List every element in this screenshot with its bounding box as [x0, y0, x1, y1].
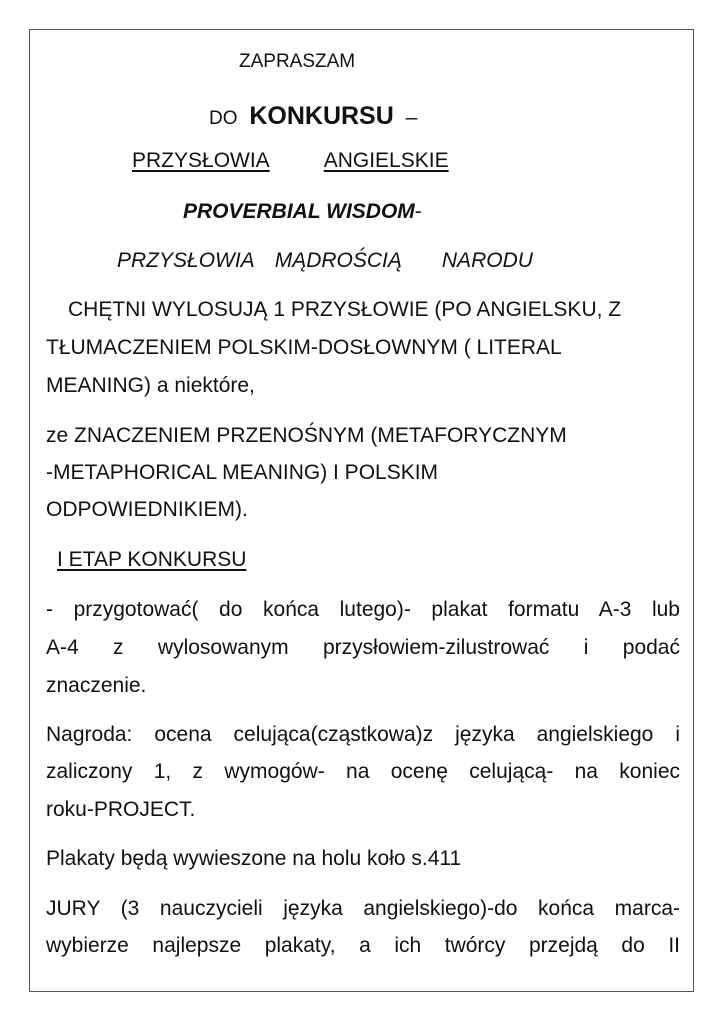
motto-line	[117, 248, 533, 274]
intro-line-2: TŁUMACZENIEM POLSKIM-DOSŁOWNYM ( LITERAL	[46, 336, 562, 359]
intro-line-3: MEANING) a niektóre,	[46, 374, 255, 397]
intro-line-1: CHĘTNI WYLOSUJĄ 1 PRZYSŁOWIE (PO ANGIELSKU, Z	[68, 298, 622, 321]
prize-line-1: Nagroda: ocena celująca(cząstkowa)z języka angielskiego i	[46, 723, 680, 746]
subtitle-angielskie	[132, 148, 449, 174]
intro-line-6: ODPOWIEDNIKIEM).	[46, 498, 248, 521]
prize-line-2: zaliczony 1, z wymogów- na ocenę celującą- na koniec	[46, 760, 680, 783]
subtitle-przyslowia: PRZYSŁOWIA	[132, 149, 270, 172]
title-dash: –	[405, 106, 418, 129]
task-line-1: - przygotować( do końca lutego)- plakat formatu A-3 lub	[46, 598, 680, 621]
title-do: DO	[209, 108, 238, 129]
title-konkursu: KONKURSU	[249, 102, 394, 130]
subtitle-angielskie-word: ANGIELSKIE	[323, 149, 449, 172]
stage-title-text: I ETAP KONKURSU	[57, 548, 247, 571]
contest-title-line	[209, 103, 417, 132]
proverbial-wisdom: PROVERBIAL WISDOM	[183, 200, 415, 223]
jury-line-1: JURY (3 nauczycieli języka angielskiego)-do końca marca-	[46, 897, 680, 920]
intro-line-5: -METAPHORICAL MEANING) I POLSKIM	[46, 461, 439, 484]
intro-line-4: ze ZNACZENIEM PRZENOŚNYM (METAFORYCZNYM	[46, 424, 567, 447]
proverbial-dash: -	[414, 200, 422, 223]
jury-line-2: wybierze najlepsze plakaty, a ich twórcy przejdą do II	[46, 934, 680, 957]
invite-heading: ZAPRASZAM	[239, 51, 356, 72]
stage-title	[46, 547, 246, 573]
posters-location: Plakaty będą wywieszone na holu koło s.411	[46, 847, 462, 870]
prize-line-3: roku-PROJECT.	[46, 798, 196, 821]
motto-przyslowia: PRZYSŁOWIA	[117, 249, 255, 272]
task-line-2: A-4 z wylosowanym przysłowiem-zilustrować i podać	[46, 636, 680, 659]
proverbial-wisdom-line	[183, 199, 422, 225]
task-line-3: znaczenie.	[46, 674, 147, 697]
motto-madroscia: MĄDROŚCIĄ	[274, 249, 402, 272]
motto-narodu: NARODU	[441, 249, 533, 272]
